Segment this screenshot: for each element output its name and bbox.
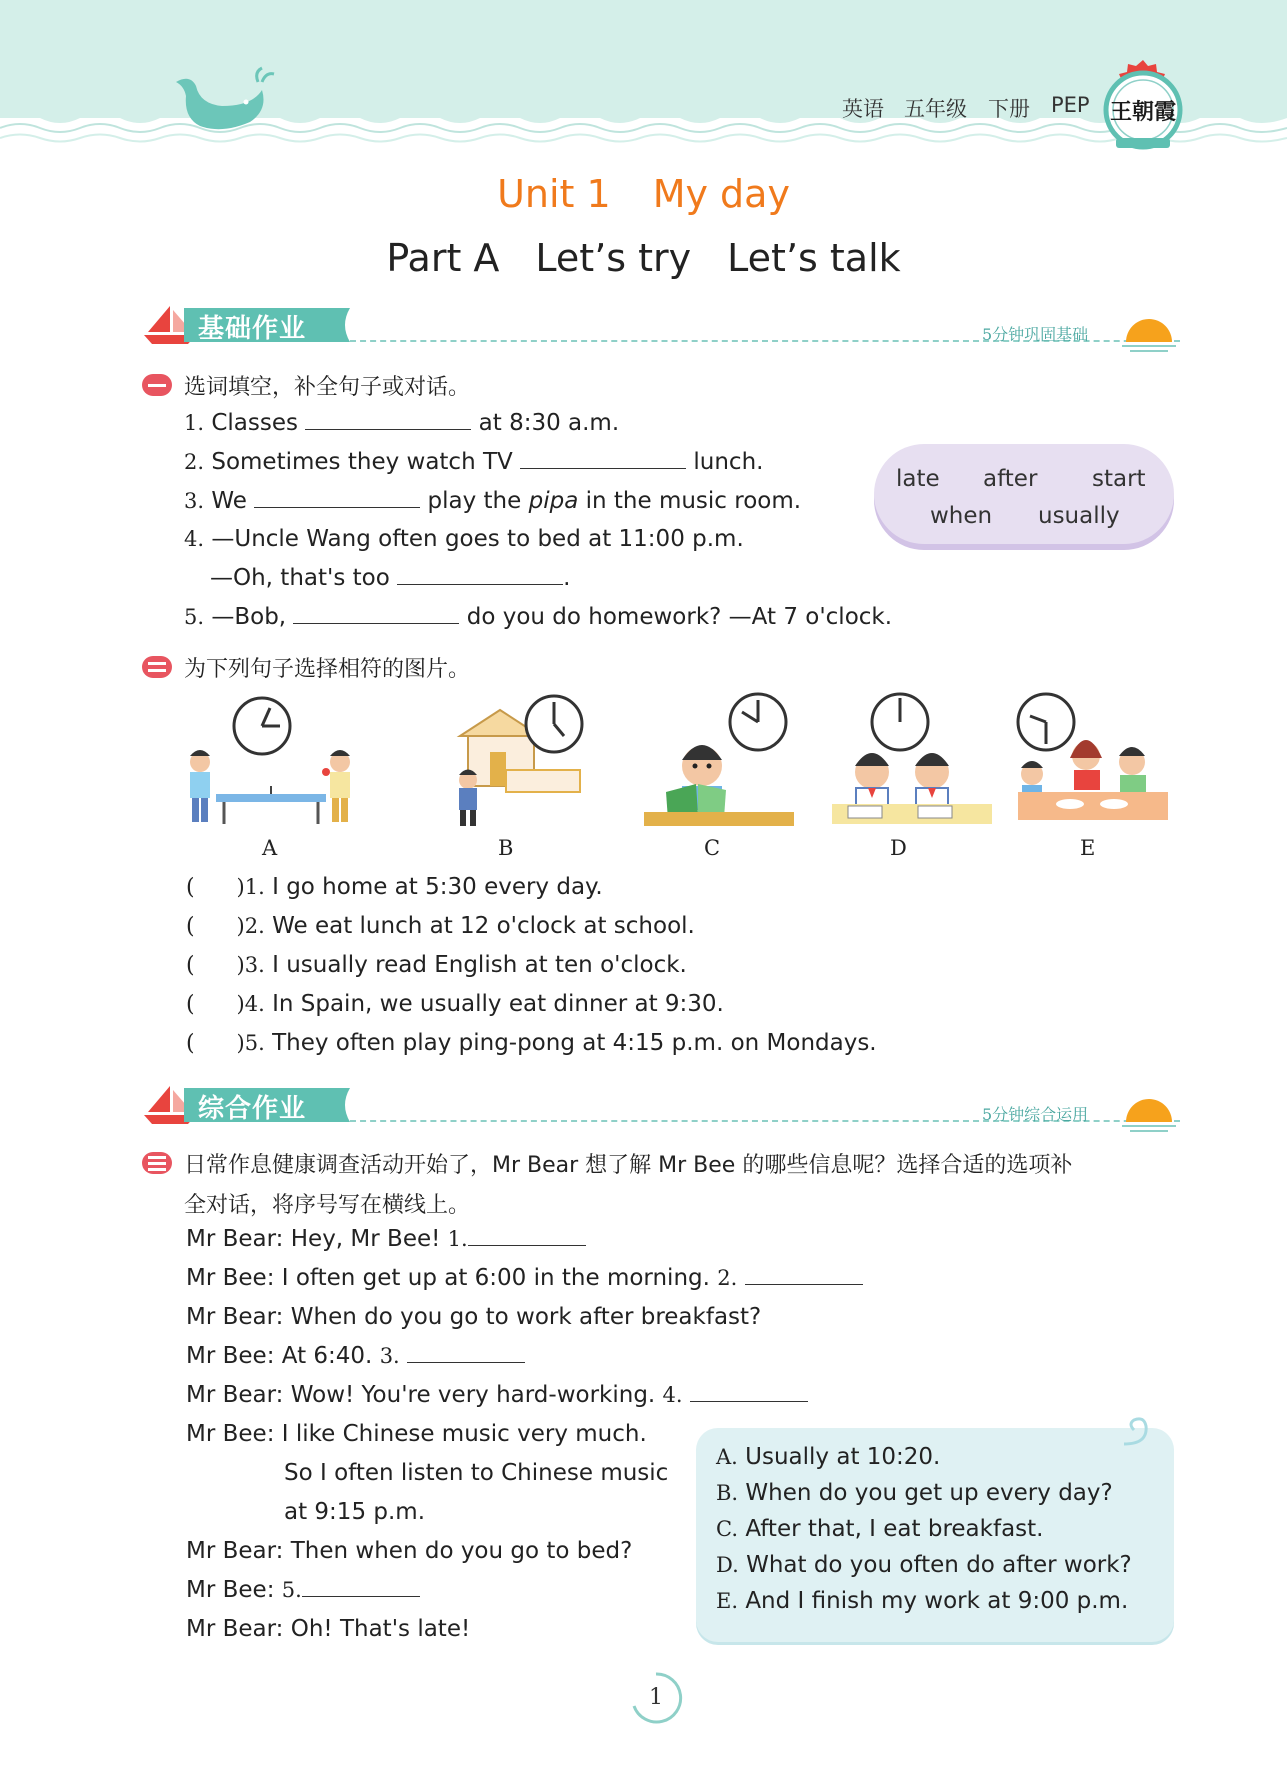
picture-b-going-home bbox=[440, 688, 590, 828]
ex1-item-4: 4. —Uncle Wang often goes to bed at 11:00 p.m. bbox=[184, 526, 744, 552]
word-usually: usually bbox=[1038, 503, 1120, 529]
svg-text:王朝霞: 王朝霞 bbox=[1109, 99, 1177, 125]
ex1-item-1: 1. Classes at 8:30 a.m. bbox=[184, 410, 620, 436]
exercise-2-heading: 为下列句子选择相符的图片。 bbox=[184, 657, 471, 682]
section-comprehensive-label: 综合作业 bbox=[198, 1094, 307, 1124]
answer-paren[interactable]: ( bbox=[186, 914, 237, 939]
section-comprehensive-time: 5分钟综合运用 bbox=[982, 1105, 1089, 1124]
exercise-3-heading-line1: 日常作息健康调查活动开始了，Mr Bear 想了解 Mr Bee 的哪些信息呢？选择合适的选项补 bbox=[184, 1153, 1073, 1178]
unit-title bbox=[0, 172, 1287, 216]
part-title bbox=[0, 236, 1287, 280]
lets-talk-label: Let’s talk bbox=[727, 236, 901, 280]
man-icon bbox=[1119, 747, 1146, 793]
ex1-item-4-reply: —Oh, that's too . bbox=[210, 565, 571, 591]
subject-label: 英语 bbox=[842, 97, 884, 121]
clock-icon bbox=[526, 696, 582, 752]
word-start: start bbox=[1092, 466, 1146, 492]
exercise-badge-3 bbox=[142, 1152, 172, 1174]
section-basic-time: 5分钟巩固基础 bbox=[982, 325, 1089, 344]
answer-blank[interactable] bbox=[397, 566, 563, 585]
answer-paren[interactable]: ( bbox=[186, 992, 237, 1017]
dialogue-line: Mr Bear: Then when do you go to bed? bbox=[186, 1538, 633, 1564]
option-b: B. When do you get up every day? bbox=[716, 1480, 1113, 1506]
boy-icon bbox=[915, 753, 949, 806]
clock-icon bbox=[1018, 694, 1074, 750]
edition-label: PEP bbox=[1051, 93, 1090, 117]
dialogue-line: Mr Bear: Oh! That's late! bbox=[186, 1616, 471, 1642]
dialogue-line: Mr Bee: I often get up at 6:00 in the morning. 2. bbox=[186, 1265, 863, 1291]
dialogue-line: Mr Bee: I like Chinese music very much. bbox=[186, 1421, 647, 1447]
picture-e-family-dinner bbox=[1010, 688, 1170, 828]
answer-paren[interactable]: ( bbox=[186, 1031, 237, 1056]
header-wave-band bbox=[0, 0, 1287, 150]
answer-blank[interactable] bbox=[293, 605, 459, 624]
answer-blank[interactable] bbox=[305, 411, 471, 430]
answer-blank[interactable] bbox=[407, 1344, 525, 1363]
option-e: E. And I finish my work at 9:00 p.m. bbox=[716, 1588, 1129, 1614]
dialogue-line: Mr Bear: Hey, Mr Bee! 1. bbox=[186, 1226, 586, 1252]
picture-label-e: E bbox=[1080, 836, 1096, 860]
grade-label: 五年级 bbox=[904, 97, 967, 121]
ex1-item-3: 3. We play the pipa in the music room. bbox=[184, 488, 802, 514]
dialogue-line: at 9:15 p.m. bbox=[284, 1499, 426, 1525]
answer-blank[interactable] bbox=[745, 1266, 863, 1285]
option-c: C. After that, I eat breakfast. bbox=[716, 1516, 1044, 1542]
clock-icon bbox=[234, 698, 290, 754]
answer-blank[interactable] bbox=[520, 450, 686, 469]
answer-paren[interactable]: ( bbox=[186, 875, 237, 900]
word-when: when bbox=[930, 503, 993, 529]
picture-a-ping-pong bbox=[180, 690, 360, 830]
ex1-item-5: 5. —Bob, do you do homework? —At 7 o'clock. bbox=[184, 604, 893, 630]
answer-blank[interactable] bbox=[254, 489, 420, 508]
child-walking-icon bbox=[459, 770, 477, 827]
unit-topic: My day bbox=[652, 172, 790, 216]
exercise-badge-2 bbox=[142, 656, 172, 678]
dialogue-line: Mr Bee: At 6:40. 3. bbox=[186, 1343, 525, 1369]
ex2-sentence-3: ( )3. I usually read English at ten o'clock. bbox=[186, 952, 687, 978]
word-after: after bbox=[983, 466, 1038, 492]
page-number: 1 bbox=[649, 1685, 663, 1710]
picture-label-d: D bbox=[890, 836, 907, 860]
word-late: late bbox=[896, 466, 940, 492]
word-bank-box bbox=[874, 444, 1174, 544]
picture-label-b: B bbox=[498, 836, 514, 860]
sunset-icon bbox=[1120, 312, 1178, 354]
boy-icon bbox=[855, 753, 889, 806]
picture-c-reading bbox=[640, 688, 800, 828]
picture-label-c: C bbox=[704, 836, 721, 860]
lets-try-label: Let’s try bbox=[535, 236, 692, 280]
exercise-badge-1 bbox=[142, 374, 172, 396]
answer-blank[interactable] bbox=[468, 1227, 586, 1246]
clock-icon bbox=[872, 694, 928, 750]
ex2-sentence-4: ( )4. In Spain, we usually eat dinner at 9:30. bbox=[186, 991, 724, 1017]
volume-label: 下册 bbox=[988, 97, 1030, 121]
logo-seal-icon bbox=[1102, 58, 1184, 152]
ex2-sentence-5: ( )5. They often play ping-pong at 4:15 p.m. on Mondays. bbox=[186, 1030, 877, 1056]
answer-paren[interactable]: ( bbox=[186, 953, 237, 978]
ex2-sentence-1: ( )1. I go home at 5:30 every day. bbox=[186, 874, 603, 900]
unit-number: Unit 1 bbox=[497, 172, 611, 216]
ex2-sentence-2: ( )2. We eat lunch at 12 o'clock at school. bbox=[186, 913, 695, 939]
part-label: Part A bbox=[386, 236, 500, 280]
sunset-icon bbox=[1120, 1092, 1178, 1134]
boy-left-icon bbox=[190, 750, 210, 822]
dialogue-line: So I often listen to Chinese music bbox=[284, 1460, 669, 1486]
ex1-item-2: 2. Sometimes they watch TV lunch. bbox=[184, 449, 764, 475]
exercise-1-heading: 选词填空，补全句子或对话。 bbox=[184, 375, 471, 400]
option-d: D. What do you often do after work? bbox=[716, 1552, 1132, 1578]
dialogue-line: Mr Bear: Wow! You're very hard-working. 4. bbox=[186, 1382, 808, 1408]
curl-decoration-icon bbox=[1118, 1414, 1154, 1450]
option-a: A. Usually at 10:20. bbox=[716, 1444, 941, 1470]
girl-icon bbox=[1070, 740, 1102, 790]
dialogue-line: Mr Bear: When do you go to work after breakfast? bbox=[186, 1304, 762, 1330]
boy-right-icon bbox=[322, 750, 350, 822]
answer-blank[interactable] bbox=[690, 1383, 808, 1402]
answer-blank[interactable] bbox=[302, 1578, 420, 1597]
exercise-3-heading-line2: 全对话，将序号写在横线上。 bbox=[184, 1193, 471, 1218]
section-basic-label: 基础作业 bbox=[198, 314, 307, 344]
dialogue-line: Mr Bee: 5. bbox=[186, 1577, 420, 1603]
picture-label-a: A bbox=[262, 836, 278, 860]
clock-icon bbox=[730, 694, 786, 750]
picture-d-school-lunch bbox=[828, 688, 998, 828]
